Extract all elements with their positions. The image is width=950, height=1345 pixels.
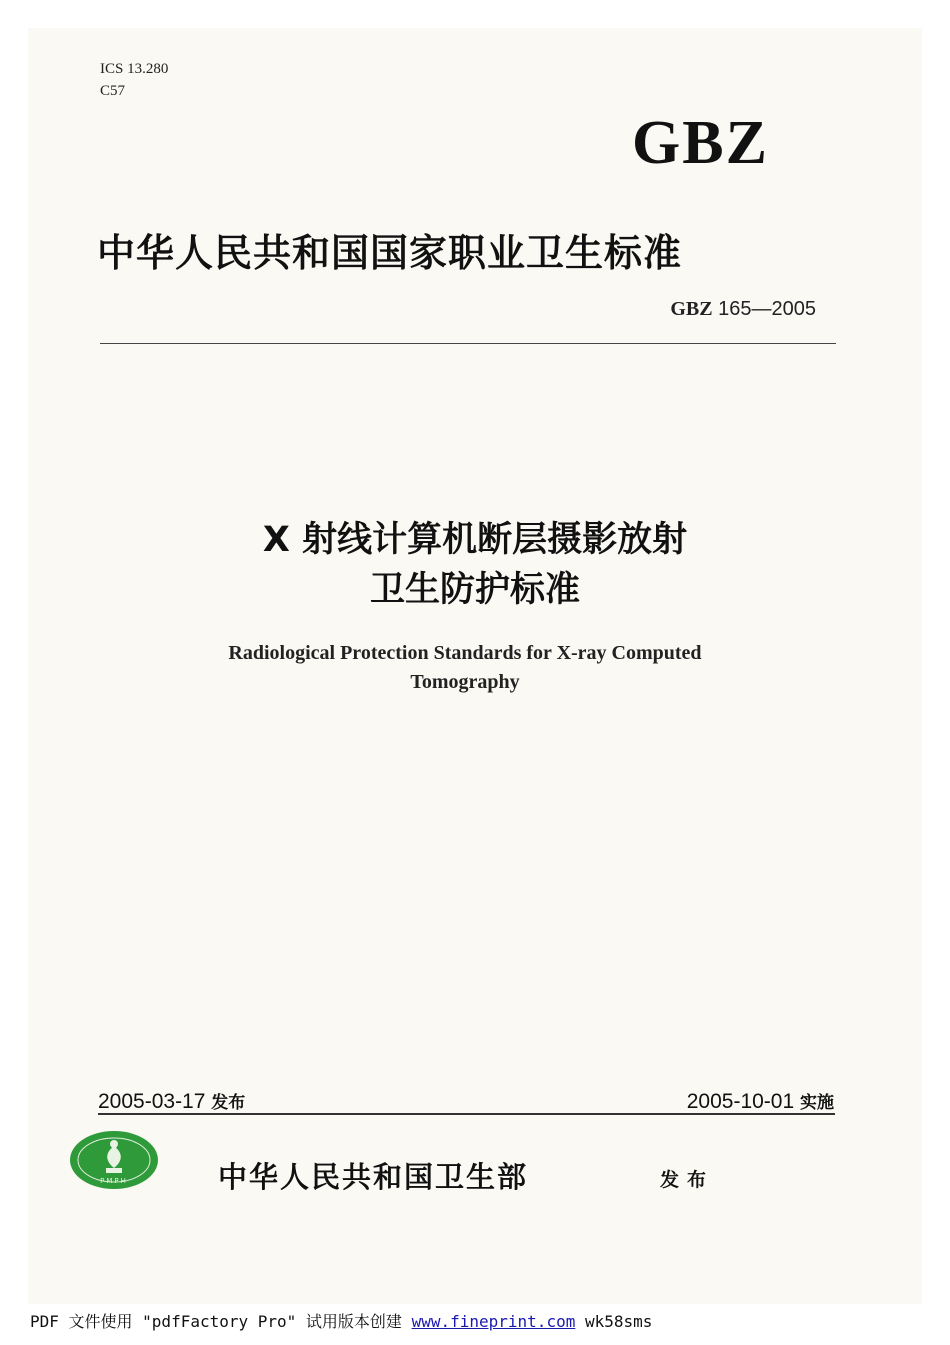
header-divider	[100, 343, 836, 344]
ccs-code: C57	[100, 83, 126, 99]
english-title-line-1: Radiological Protection Standards for X-ray Computed	[228, 642, 702, 664]
issue-label: 发布	[211, 1093, 246, 1113]
chinese-title-line-2: 卫生防护标准	[369, 570, 580, 610]
english-title-line-2: Tomography	[410, 671, 520, 693]
issue-date-block	[98, 1088, 245, 1114]
standard-title: 中华人民共和国国家职业卫生标准	[97, 230, 683, 275]
ics-code: ICS 13.280	[100, 61, 169, 77]
watermark-overlay: wk58sms	[584, 1312, 653, 1331]
footer-divider	[98, 1113, 835, 1115]
implement-label: 实施	[800, 1093, 834, 1113]
publisher-seal-icon	[70, 1130, 160, 1190]
implement-date-block	[687, 1088, 834, 1114]
issuer-name: 中华人民共和国卫生部	[218, 1160, 529, 1194]
classification-codes	[100, 58, 168, 102]
chinese-title-line-1: X 射线计算机断层摄影放射	[262, 520, 688, 560]
pdf-watermark-footer	[30, 1309, 652, 1332]
gbz-logo: GBZ	[632, 109, 769, 177]
standard-code-number: 165—2005	[718, 298, 816, 320]
publisher-letters: PMPH	[100, 1177, 128, 1185]
watermark-text: PDF 文件使用 "pdfFactory Pro" 试用版本创建	[30, 1312, 402, 1331]
standard-code-prefix: GBZ	[670, 298, 713, 320]
issuer-suffix: 发布	[660, 1169, 715, 1191]
implement-date: 2005-10-01	[686, 1090, 795, 1113]
standard-code	[670, 298, 816, 321]
issue-date: 2005-03-17	[98, 1090, 206, 1113]
watermark-link[interactable]: www.fineprint.com	[411, 1312, 576, 1331]
